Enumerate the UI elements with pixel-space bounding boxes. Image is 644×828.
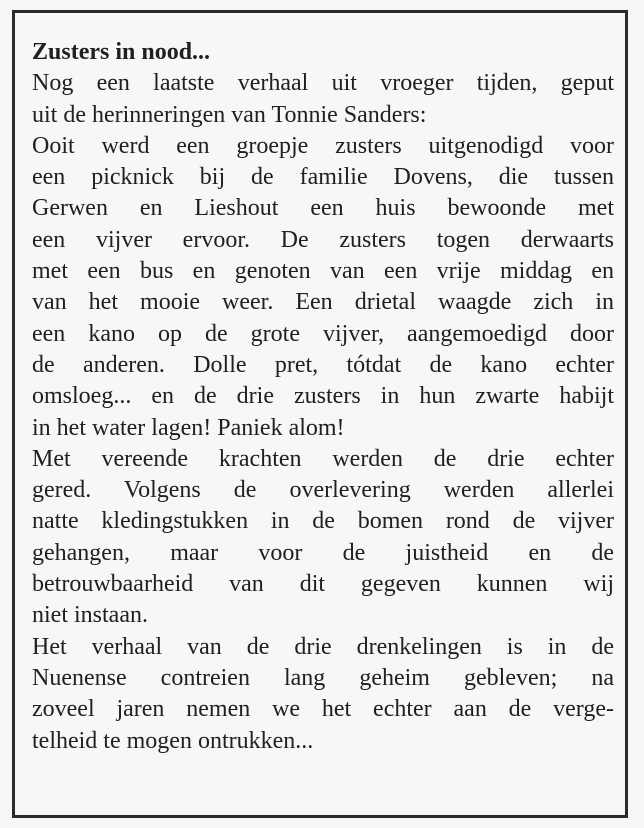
text-line: in het water lagen! Paniek alom! — [32, 414, 345, 441]
text-line: gehangen, maar voor de juistheid en de — [32, 539, 614, 566]
text-line: Ooit werd een groepje zusters uitgenodigd voor — [32, 132, 614, 159]
article-frame — [12, 10, 628, 818]
text-line: van het mooie weer. Een drietal waagde zich in — [32, 289, 614, 316]
text-line: Met vereende krachten werden de drie echter — [32, 445, 614, 472]
text-line: telheid te mogen ontrukken... — [32, 727, 314, 754]
text-line: niet instaan. — [32, 602, 148, 629]
article-body — [32, 37, 614, 757]
text-line: gered. Volgens de overlevering werden allerlei — [32, 477, 614, 504]
text-line: omsloeg... en de drie zusters in hun zwarte habijt — [32, 383, 614, 410]
text-line: een vijver ervoor. De zusters togen derwaarts — [32, 226, 614, 253]
paragraph-1 — [32, 68, 614, 131]
text-line: een picknick bij de familie Dovens, die tussen — [32, 164, 614, 191]
text-line: Het verhaal van de drie drenkelingen is in de — [32, 633, 614, 660]
text-line: Nog een laatste verhaal uit vroeger tijden, geput — [32, 70, 614, 97]
text-line: Nuenense contreien lang geheim gebleven; na — [32, 664, 614, 691]
text-line: uit de herinneringen van Tonnie Sanders: — [32, 101, 427, 128]
paragraph-2 — [32, 131, 614, 444]
text-line: zoveel jaren nemen we het echter aan de verge- — [32, 696, 614, 723]
article-title: Zusters in nood... — [32, 39, 211, 65]
text-line: Gerwen en Lieshout een huis bewoonde met — [32, 195, 614, 222]
text-line: natte kledingstukken in de bomen rond de vijver — [32, 508, 614, 535]
paragraph-4 — [32, 632, 614, 757]
text-line: betrouwbaarheid van dit gegeven kunnen wij — [32, 571, 614, 598]
paragraph-3 — [32, 444, 614, 632]
text-line: met een bus en genoten van een vrije middag en — [32, 258, 614, 285]
text-line: een kano op de grote vijver, aangemoedigd door — [32, 320, 614, 347]
text-line: de anderen. Dolle pret, tótdat de kano echter — [32, 351, 614, 378]
